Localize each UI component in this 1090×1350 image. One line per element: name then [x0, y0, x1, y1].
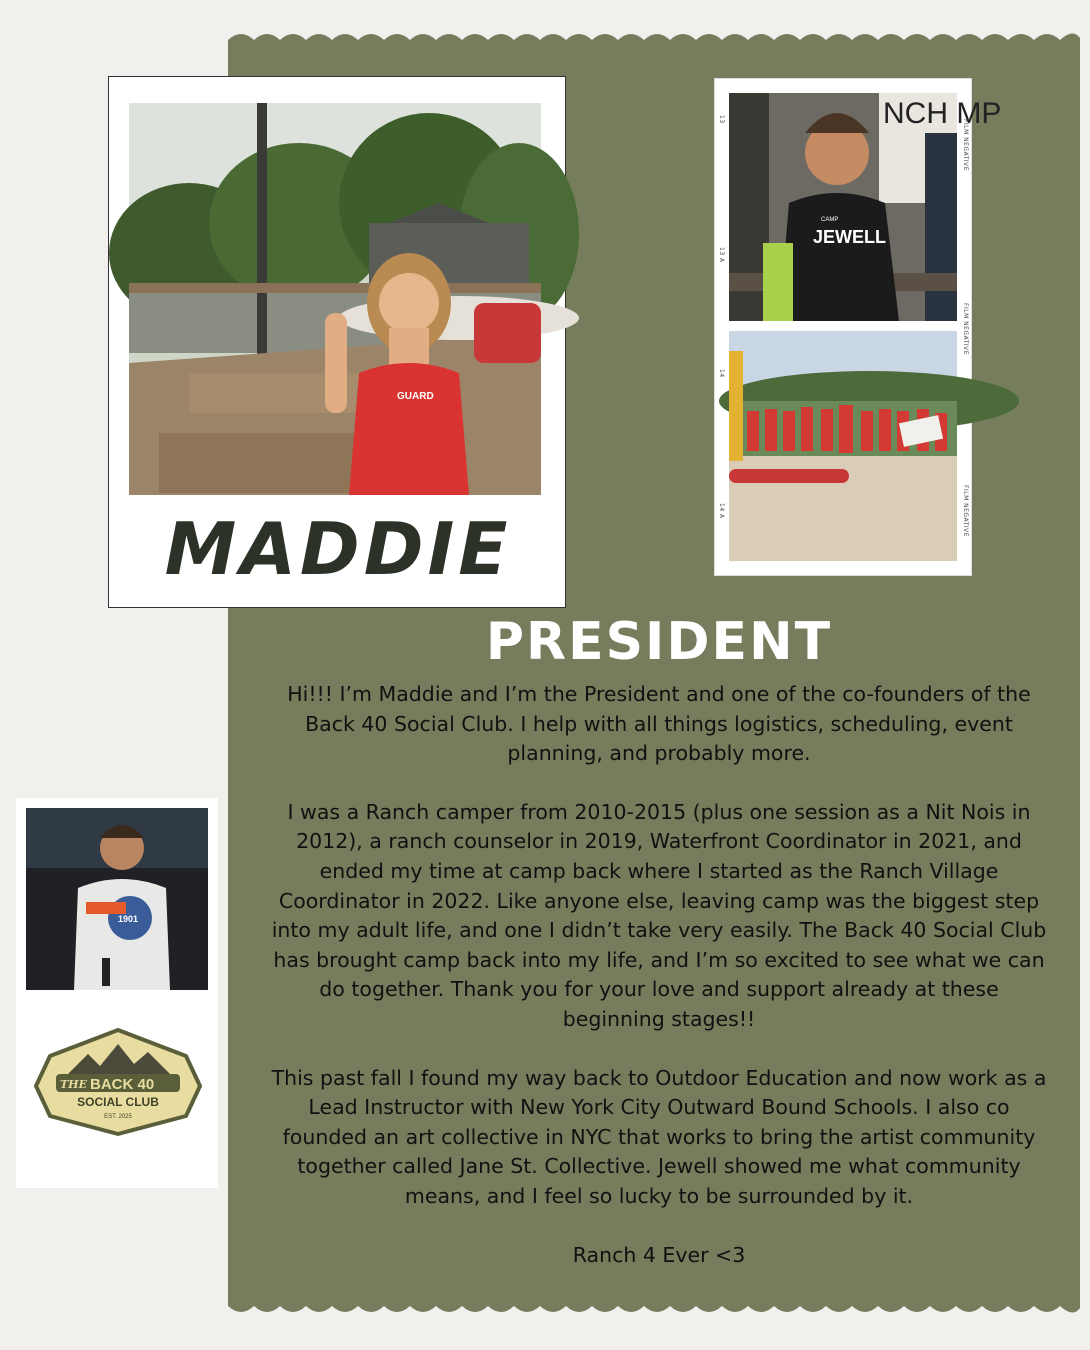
polaroid-card — [108, 76, 566, 608]
role-title: PRESIDENT — [485, 612, 833, 672]
back-40-social-club-logo — [30, 1024, 206, 1138]
logo-social-club: SOCIAL CLUB — [77, 1095, 159, 1109]
film-edge-label: FILM NEGATIVE — [962, 119, 969, 172]
film-edge-label: FILM NEGATIVE — [962, 485, 969, 538]
shirt-small-text: CAMP — [821, 217, 839, 223]
swimsuit-text: GUARD — [397, 391, 434, 402]
bio-text — [270, 680, 1048, 1299]
scallop-edge-bottom — [228, 1298, 1080, 1318]
film-strip — [714, 78, 1002, 576]
film-frame-number: 14 A — [718, 503, 725, 519]
film-frame-number: 14 — [718, 369, 725, 378]
bio-signoff: Ranch 4 Ever <3 — [572, 1242, 746, 1267]
shirt-text: 1901 — [118, 914, 139, 924]
main-photo — [129, 103, 541, 495]
film-edge-label: FILM NEGATIVE — [962, 303, 969, 356]
film-frame-number: 13 — [718, 115, 725, 124]
logo-the: THE — [60, 1078, 87, 1091]
sign-text: NCH MP — [883, 97, 1002, 130]
small-photo — [26, 808, 208, 990]
small-card — [16, 798, 218, 1188]
film-photo-group — [729, 331, 957, 561]
logo-back40: BACK 40 — [90, 1076, 155, 1093]
bio-paragraph: Hi!!! I’m Maddie and I’m the President and one of the co-founders of the Back 40 Social Club. I help with all things logistics, scheduling, event planning, and probably more. — [287, 682, 1031, 766]
scallop-edge-top — [228, 28, 1080, 48]
person-name: MADDIE — [164, 507, 512, 591]
bio-paragraph: This past fall I found my way back to Outdoor Education and now work as a Lead Instructor with New York City Outward Bound Schools. I also co founded an art collective in NYC that works to bring the artist community together called Jane St. Collective. Jewell showed me what community means, and I feel so lucky to be surrounded by it. — [271, 1065, 1047, 1208]
film-frame-number: 13 A — [718, 247, 725, 263]
bio-paragraph: I was a Ranch camper from 2010-2015 (plus one session as a Nit Nois in 2012), a ranch counselor in 2019, Waterfront Coordinator in 2021, and ended my time at camp back where I started as the Ranch Village Coordinator in 2022. Like anyone else, leaving camp was the biggest step into my adult life, and one I didn’t take very easily. The Back 40 Social Club has brought camp back into my life, and I’m so excited to see what we can do together. Thank you for your love and support already at these beginning stages!! — [271, 799, 1047, 1031]
logo-est: EST. 2025 — [104, 1114, 132, 1120]
shirt-text: JEWELL — [813, 227, 887, 247]
